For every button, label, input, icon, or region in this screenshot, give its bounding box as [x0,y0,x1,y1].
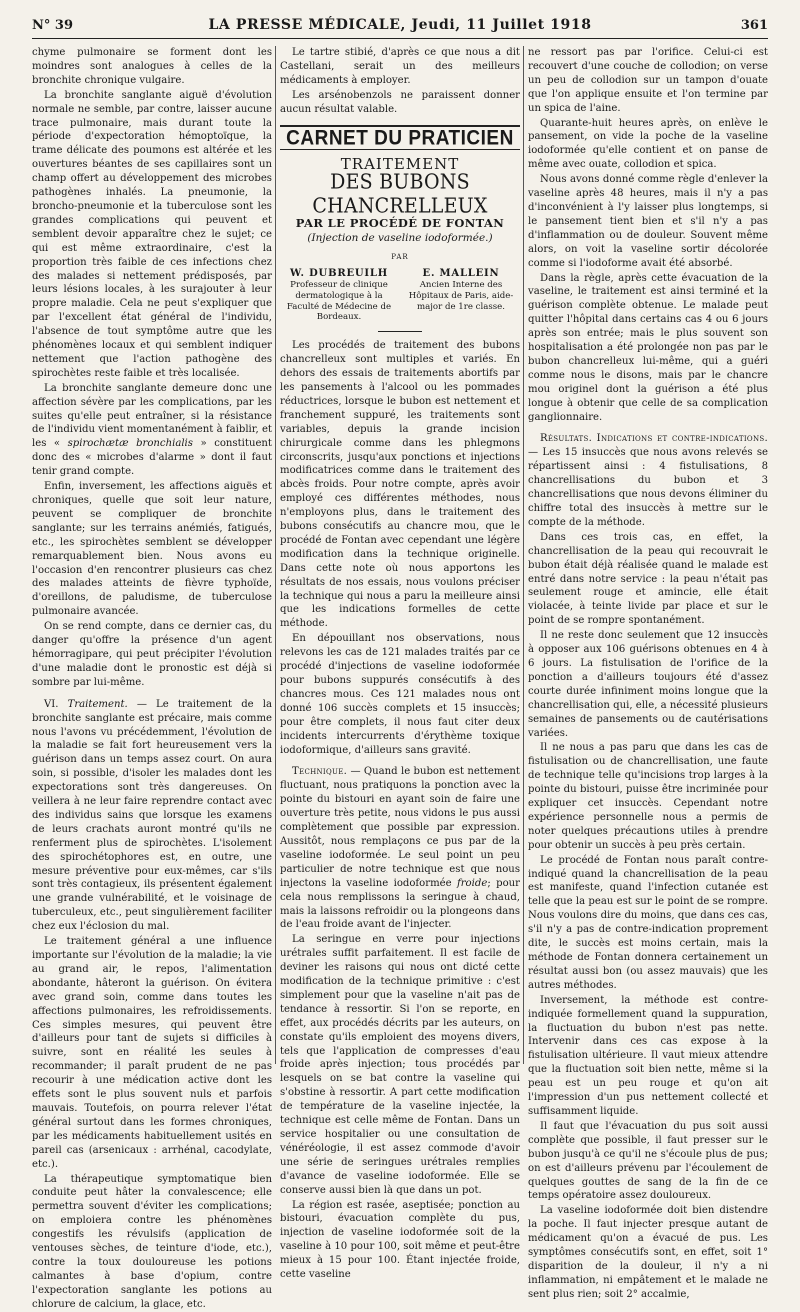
paragraph: ne ressort pas par l'orifice. Celui-ci est recouvert d'une couche de collodion; on verse un peu de collodion sur un tampon d'ouate que l'on applique ensuite et l'on termine par un spica de l'aine. [528,47,768,114]
paragraph: Dans ces trois cas, en effet, la chancrellisation de la peau qui recouvrait le bubon était déjà réalisée quand le malade est entré dans notre service : la peau n'était pas seulement rouge et amincie, elle était violacée, à teinte livide par place et sur le point de se rompre spontanément. [528,531,768,627]
paragraph: En dépouillant nos observations, nous relevons les cas de 121 malades traités par ce procédé d'injections de vaseline iodoformée pour bubons suppurés consécutifs à des chancres mous. Ces 121 malades nous ont donné 106 succès complets et 15 insuccès; pour être complets, il nous faut citer deux incidents intercurrents d'érythème toxique iodoformique, d'ailleurs sans gravité. [280,633,520,756]
page-header [32,14,768,40]
column-2 [280,46,520,1282]
paragraph: Dans la règle, après cette évacuation de la vaseline, le traitement est ainsi terminé et la guérison complète obtenue. Le malade peut quitter l'hôpital dans certains cas 4 ou 6 jours après son entrée; mais le plus souvent son hospitalisation a été prolongée non pas par le bubon chancrelleux lui-même, qui a guéri comme nous le disons, mais par le chancre mou originel dont la guérison a été plus longue à obtenir que celle de sa complication ganglionnaire. [528,272,768,423]
paragraph: La thérapeutique symptomatique bien conduite peut hâter la convalescence; elle permettra souvent d'éviter les complications; on emploiera contre les phénomènes congestifs les révulsifs (application de ventouses sèches, de teinture d'iode, etc.), contre la toux douloureuse les potions calmantes à base d'opium, contre l'expectoration sanglante les potions au chlorure de calcium, la glace, etc. [32,1173,272,1310]
text-run: ; pour cela nous remplissons la seringue à chaud, mais la laissons refroidir ou la plongeons dans de l'eau froide avant de l'injecter. [280,877,520,931]
text-run: — Quand le bubon est nettement fluctuant, nous pratiquons la ponction avec la pointe du bistouri en ayant soin de faire une ouverture très petite, nous vidons le pus aussi complètement que possible par expression. Aussitôt, nous remplaçons ce pus par de la vaseline iodoformée. Le seul point un peu particulier de notre technique est que nous injectons la vaseline iodoformée [280,766,520,889]
article-subtitle: PAR LE PROCÉDÉ DE FONTAN [295,216,505,231]
rubric-box [280,125,520,151]
paragraph: Nous avons donné comme règle d'enlever la vaseline après 48 heures, mais il n'y a pas d'inconvénient à l'y laisser plus longtemps, si le pansement tient bien et s'il n'y a pas d'inflammation ou de douleur. Souvent même alors, on voit la vaseline sortir décolorée comme si l'iodoforme avait été absorbé. [528,174,768,269]
paragraph: Il ne nous a pas paru que dans les cas de fistulisation ou de chancrellisation, une faute de technique telle qu'incisions trop larges à la pointe du bistouri, puisse être incriminée pour expliquer cet insuccès. Cependant notre expérience personnelle nous a permis de noter quelques précautions utiles à prendre pour obtenir un succès à peu près certain. [528,742,768,851]
text-run: — Le traitement de la bronchite sanglante est précaire, mais comme nous l'avons vu précédemment, l'évolution de la maladie se fait fort heureusement vers la guérison dans un temps assez court. On aura soin, si possible, d'isoler les malades dont les expectorations sont très dangereuses. On veillera à ne leur faire reprendre contact avec des individus sains que lorsque les examens de leurs crachats auront montré qu'ils ne renferment plus de spirochètes. L'isolement des spirochétophores est, en outre, une mesure préventive pour eux-mêmes, car s'ils sont très contagieux, ils présentent également une grande vulnérabilité, et le voisinage de tuberculeux, etc., peut singulièrement faciliter chez eux l'éclosion du mal. [32,698,272,933]
section-heading: Technique. [292,766,348,778]
article-subtitle-italic: (Injection de vaseline iodoformée.) [307,232,493,245]
journal-masthead: LA PRESSE MÉDICALE, Jeudi, 11 Juillet 1918 [208,17,592,33]
text-run: » constituent donc des « microbes d'alarme » dont il faut tenir grand compte. [32,438,272,478]
paragraph: La bronchite sanglante aiguë d'évolution normale ne semble, par contre, laisser aucune trace pulmonaire, mais durant toute la période d'expectoration hémoptoïque, la trame délicate des poumons est altérée et les ouvertures béantes de ses capillaires sont un champ offert au développement des microbes pathogènes inhalés. La pneumonie, la broncho-pneumonie et la tuberculose sont les grandes complications qui peuvent et semblent devoir apparaître chez le sujet; ce qui est même extraordinaire, c'est la proportion très faible de ces infections chez des malades si nettement prédisposés, par leurs lésions locales, à les surajouter à leur propre maladie. Cela ne peut s'expliquer que par l'excellent état général de l'individu, l'absence de tout symptôme autre que les phénomènes locaux et qui semblent indiquer nettement que l'action pathogène des spirochètes reste faible et très localisée. [32,89,272,379]
author-2-affiliation: Ancien Interne des Hôpitaux de Paris, aide-major de 1re classe. [408,280,514,312]
page-number-right: 361 [740,18,768,33]
header-rule [32,38,768,39]
paragraph: Les arsénobenzols ne paraissent donner aucun résultat valable. [280,89,520,115]
column-divider-2 [523,46,524,1064]
paragraph: Enfin, inversement, les affections aiguës et chroniques, quelle que soit leur nature, peuvent se compliquer de bronchite sanglante; sur les terrains anémiés, fatigués, etc., les spirochètes semblent se développer remarquablement bien. Nous avons eu l'occasion d'en rencontrer plusieurs cas chez des malades atteints de fièvre typhoïde, d'oreillons, de paludisme, de tuberculose pulmonaire avancée. [32,481,272,618]
italic-term: spirochætæ bronchialis [67,438,193,450]
paragraph: On se rend compte, dans ce dernier cas, du danger qu'offre la présence d'un agent hémorragipare, qui peut précipiter l'évolution d'une maladie dont le pronostic est déjà si sombre par lui-même. [32,621,272,688]
paragraph: Le procédé de Fontan nous paraît contre-indiqué quand la chancrellisation de la peau est manifeste, quand l'infection cutanée est telle que la peau est sur le point de se rompre. Nous voulons dire du moins, que dans ces cas, s'il n'y a pas de contre-indication proprement dite, le succès est moins certain, mais la méthode de Fontan donnera certainement un résultat aussi bon (ou assez mauvais) que les autres méthodes. [528,854,768,991]
paragraph: La région est rasée, aseptisée; ponction au bistouri, évacuation complète du pus, injection de vaseline iodoformée soit de la vaseline à 10 pour 100, soit même et peut-être mieux à 15 pour 100. Étant injectée froide, cette vaseline [280,1199,520,1281]
paragraph: La vaseline iodoformée doit bien distendre la poche. Il faut injecter presque autant de médicament qu'on a évacué de pus. Les symptômes consécutifs sont, en effet, soit 1° disparition de la douleur, il n'y a ni inflammation, ni empâtement et le malade ne sent plus rien; soit 2° accalmie, [528,1205,768,1300]
paragraph: Il ne reste donc seulement que 12 insuccès à opposer aux 106 guérisons obtenues en 4 à 6 jours. La fistulisation de l'orifice de la ponction a d'ailleurs toujours été d'assez courte durée infiniment moins longue que la chancrellisation qui, elle, a nécessité plusieurs semaines de pansements ou de cautérisations variées. [528,630,768,739]
section-heading: Traitement. [67,698,128,710]
italic-term: froide [457,877,488,889]
rubric-title: CARNET DU PRATICIEN [286,126,514,150]
paragraph: Inversement, la méthode est contre-indiquée formellement quand la suppuration, la fluctuation du bubon n'est pas nette. Intervenir dans ces cas expose à la fistulisation ultérieure. Il vaut mieux attendre que la fluctuation soit bien nette, même si la peau est un peu rouge et qu'on ait l'impression d'un pus nettement collecté et suffisamment liquide. [528,994,768,1117]
byline-par: PAR [391,253,409,262]
section-number: VI. [44,698,68,710]
text-run: — Les 15 insuccès que nous avons relevés se répartissent ainsi : 4 fistulisations, 8 chancrellisations du bubon et 3 chancrellisations que nous devons éliminer du chiffre total des insuccès à mettre sur le compte de la méthode. [528,447,768,528]
paragraph: Le traitement général a une influence importante sur l'évolution de la maladie; la vie au grand air, le repos, l'alimentation abondante, hâteront la guérison. On évitera avec grand soin, comme dans toutes les affections pulmonaires, les refroidissements. Ces simples mesures, qui peuvent être d'ailleurs pour tant de sujets si difficiles à suivre, sont en réalité les seules à recommander; il paraît prudent de ne pas recourir à une médication active dont les effets sont le plus souvent nuls et parfois mauvais. Toutefois, on pourra relever l'état général surtout dans les formes chroniques, par les médicaments habituellement usités en pareil cas (arsenicaux : arrhénal, cacodylate, etc.). [32,936,272,1170]
author-2 [402,267,520,323]
title-rule [378,331,422,332]
section-results [528,432,768,529]
section-treatment [32,698,272,934]
column-3 [528,46,768,1302]
column-divider-1 [275,46,276,1064]
column-1 [32,46,272,1312]
author-1-affiliation: Professeur de clinique dermatologique à la Faculté de Médecine de Bordeaux. [286,280,392,323]
paragraph: Quarante-huit heures après, on enlève le pansement, on vide la poche de la vaseline iodoformée qu'elle contient et on panse de même avec ouate, collodion et spica. [528,117,768,171]
author-1-name: W. DUBREUILH [290,268,388,280]
author-2-name: E. MALLEIN [422,268,500,280]
page-number-left: N° 39 [32,18,73,33]
section-heading: Résultats. Indications et contre-indications. [540,433,768,445]
paragraph: Le tartre stibié, d'après ce que nous a dit Castellani, serait un des meilleurs médicaments à employer. [280,47,520,86]
paragraph: La seringue en verre pour injections urétrales suffit parfaitement. Il est facile de deviner les raisons qui nous ont dicté cette modification de la technique primitive : c'est simplement pour que la vaseline n'ait pas de tendance à ressortir. Si l'on se reporte, en effet, aux procédés décrits par les auteurs, on constate qu'ils emploient des moyens divers, tels que l'application de compresses d'eau froide après injection; tous procédés par lesquels on se bat contre la vaseline qui s'obstine à ressortir. A part cette modification de température de la vaseline injectée, la technique est celle même de Fontan. Dans un service hospitalier ou une consultation de vénéréologie, il est assez commode d'avoir une série de seringues urétrales remplies d'avance de vaseline iodoformée. Elle se conserve aussi bien là que dans un pot. [280,934,520,1196]
authors [280,267,520,323]
article-title-line2: DES BUBONS CHANCRELLEUX [312,170,488,219]
paragraph: Il faut que l'évacuation du pus soit aussi complète que possible, il faut presser sur le bubon jusqu'à ce qu'il ne s'écoule plus de pus; on est d'ailleurs prévenu par l'écoulement de quelques gouttes de sang de la fin de ce temps opératoire assez douloureux. [528,1120,768,1202]
section-technique [280,765,520,932]
text-run: La bronchite sanglante demeure donc une affection sévère par les complications, par les suites qu'elle peut entraîner, si la résistance de l'individu vient momentanément à faiblir, et les « [32,382,272,450]
article-title-line1: TRAITEMENT [340,155,460,174]
paragraph [32,382,272,479]
paragraph: Les procédés de traitement des bubons chancrelleux sont multiples et variés. En dehors des essais de traitements abortifs par les pansements à l'alcool ou les pommades réductrices, lorsque le bubon est nettement et franchement suppuré, les traitements sont variables, depuis la grande incision chirurgicale comme dans les phlegmons circonscrits, jusqu'aux ponctions et injections modificatrices comme dans le traitement des abcès froids. Pour notre compte, après avoir employé ces différentes méthodes, nous n'employons plus, dans le traitement des bubons consécutifs au chancre mou, que le procédé de Fontan avec cependant une légère modification dans la technique originelle. Dans cette note où nous apportons les résultats de nos essais, nous voulons préciser la technique qui nous a paru la meilleure ainsi que les indications formelles de cette méthode. [280,340,520,630]
paragraph: chyme pulmonaire se forment dont les moindres sont analogues à celles de la bronchite chronique vulgaire. [32,47,272,86]
author-1 [280,267,398,323]
